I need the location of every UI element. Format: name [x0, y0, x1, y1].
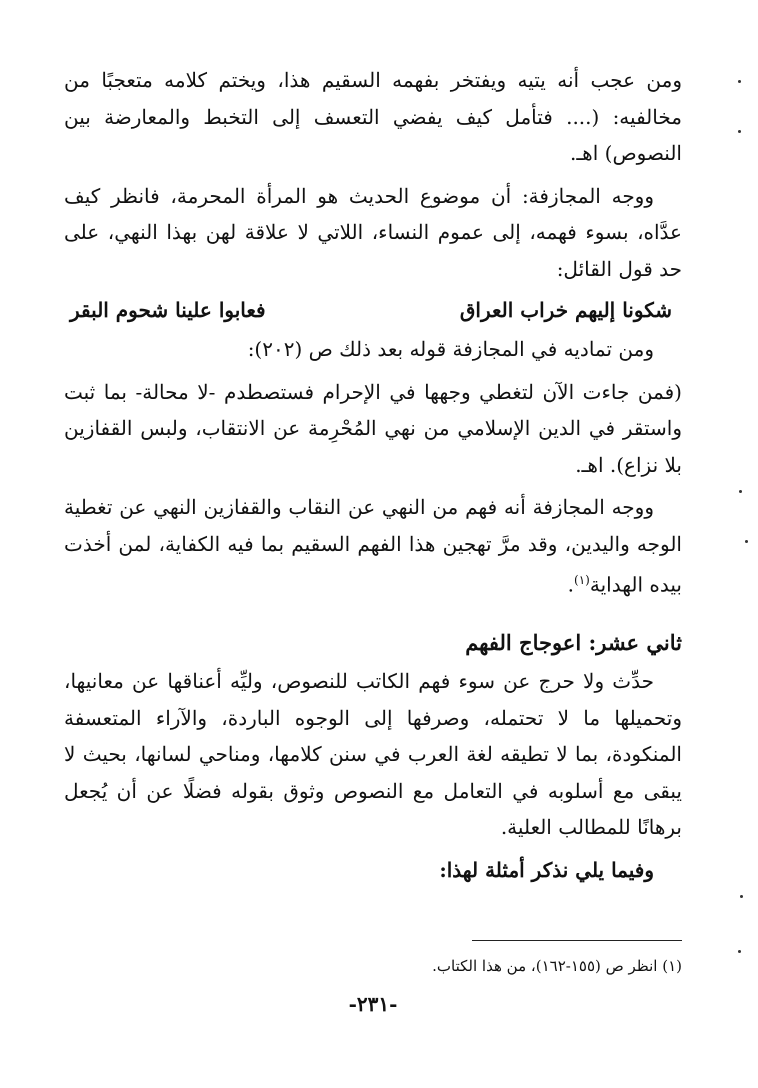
- margin-speck: [745, 540, 748, 543]
- paragraph-5: [64, 489, 682, 603]
- book-page: [64, 62, 682, 1042]
- margin-speck: [739, 490, 742, 493]
- paragraph-7: وفيما يلي نذكر أمثلة لهذا:: [439, 857, 654, 882]
- margin-speck: [738, 950, 741, 953]
- margin-speck: [740, 895, 743, 898]
- verse-first-hemistich: شكونا إليهم خراب العراق: [459, 298, 672, 322]
- paragraph-5-text: ووجه المجازفة أنه فهم من النهي عن النقاب والقفازين النهي عن تغطية الوجه واليدين، وقد مرَّ تهجين هذا الفهم السقيم بما فيه الكفاية، لمن أخذت بيده الهداية: [64, 495, 682, 597]
- paragraph-6: حدِّث ولا حرج عن سوء فهم الكاتب للنصوص، وليِّه أعناقها عن معانيها، وتحميلها ما لا تحتمله، وصرفها إلى الوجوه الباردة، والآراء المتعسفة المنكودة، بما لا تطيقه لغة العرب في سنن كلامها، ومناحي لسانها، بحيث لا يبقى مع أسلوبه في التعامل مع النصوص وثوق بقوله فضلًا عن أن يُجعل برهانًا للمطالب العلية.: [64, 669, 682, 840]
- quote-paragraph: (فمن جاءت الآن لتغطي وجهها في الإحرام فستصطدم -لا محالة- بما ثبت واستقر في الدين الإسلامي من نهي المُحْرِمة عن الانتقاب، ولبس القفازين بلا نزاع). اهـ.: [64, 379, 682, 477]
- paragraph-1: ومن عجب أنه يتيه ويفتخر بفهمه السقيم هذا، ويختم كلامه متعجبًا من مخالفيه: (.... فتأمل كيف يفضي التعسف إلى التخبط والمعارضة بين النصوص) اهـ.: [64, 68, 682, 165]
- paragraph-5-end: .: [567, 572, 575, 597]
- poetry-verse: [70, 293, 672, 327]
- footnote-reference: (١): [574, 573, 590, 587]
- margin-speck: [738, 80, 741, 83]
- footnote-divider: [472, 940, 682, 941]
- paragraph-3: ومن تماديه في المجازفة قوله بعد ذلك ص (٢٠٢):: [247, 337, 654, 361]
- margin-speck: [738, 130, 741, 133]
- footnote: (١) انظر ص (١٥٥-١٦٢)، من هذا الكتاب.: [432, 957, 682, 975]
- page-number: -٢٣١-: [348, 992, 398, 1016]
- section-heading: ثاني عشر: اعوجاج الفهم: [465, 630, 682, 656]
- paragraph-2: ووجه المجازفة: أن موضوع الحديث هو المرأة المحرمة، فانظر كيف عدَّاه، بسوء فهمه، إلى عموم النساء، اللاتي لا علاقة لهن بهذا النهي، على حد قول القائل:: [64, 183, 682, 281]
- verse-second-hemistich: فعابوا علينا شحوم البقر: [70, 298, 266, 322]
